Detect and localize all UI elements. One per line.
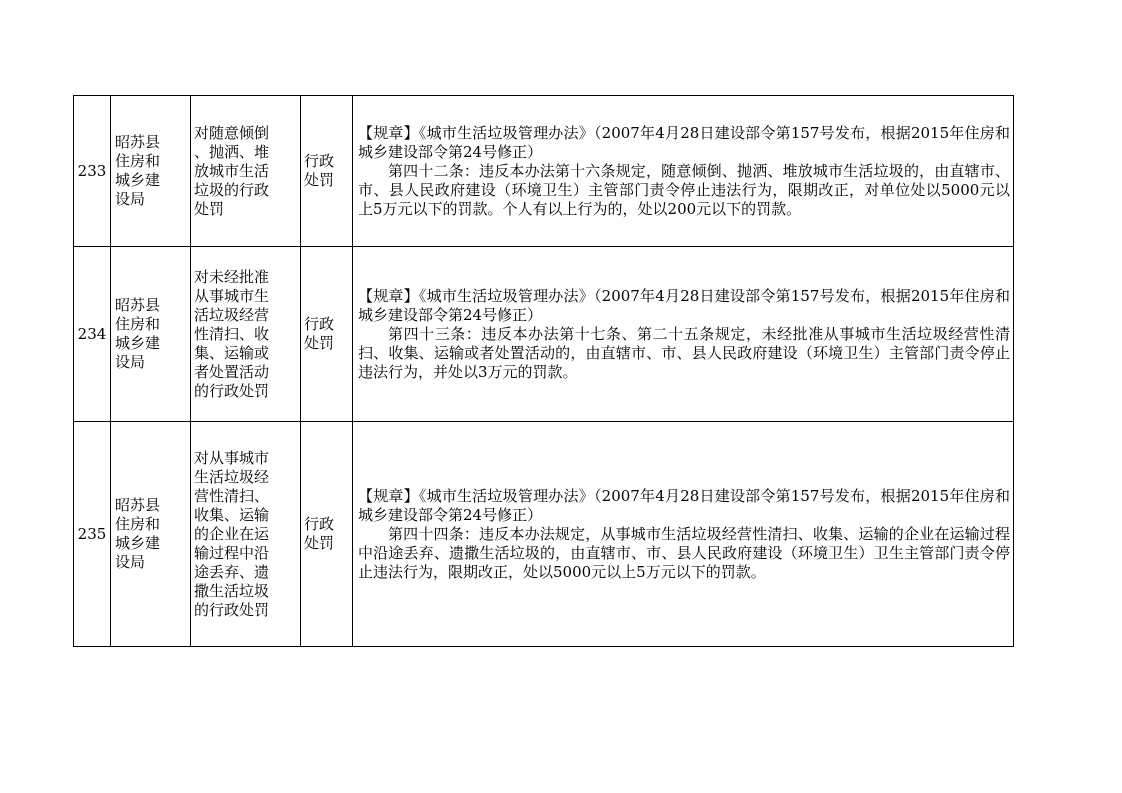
organization-cell: 昭苏县 住房和 城乡建 设局 bbox=[111, 96, 191, 247]
table-row bbox=[74, 247, 1014, 422]
legal-basis-cell bbox=[353, 96, 1014, 247]
penalty-type-cell: 行政 处罚 bbox=[301, 96, 353, 247]
organization-cell: 昭苏县 住房和 城乡建 设局 bbox=[111, 422, 191, 647]
article-text: 第四十二条：违反本办法第十六条规定，随意倾倒、抛洒、堆放城市生活垃圾的，由直辖市、市、县人民政府建设（环境卫生）主管部门责令停止违法行为，限期改正，对单位处以5000元以上5万元以下的罚款。个人有以上行为的，处以200元以下的罚款。 bbox=[358, 161, 1010, 218]
article-text: 第四十三条：违反本办法第十七条、第二十五条规定，未经批准从事城市生活垃圾经营性清扫、收集、运输或者处置活动的，由直辖市、市、县人民政府建设（环境卫生）主管部门责令停止违法行为，并处以3万元的罚款。 bbox=[358, 324, 1010, 381]
penalty-item-cell: 对未经批准 从事城市生 活垃圾经营 性清扫、收 集、运输或 者处置活动 的行政处罚 bbox=[191, 247, 301, 422]
table-row bbox=[74, 96, 1014, 247]
regulation-text: 【规章】《城市生活垃圾管理办法》（2007年4月28日建设部令第157号发布，根据2015年住房和城乡建设部令第24号修正） bbox=[358, 486, 1010, 524]
regulation-text: 【规章】《城市生活垃圾管理办法》（2007年4月28日建设部令第157号发布，根据2015年住房和城乡建设部令第24号修正） bbox=[358, 123, 1010, 161]
legal-basis-cell bbox=[353, 422, 1014, 647]
legal-basis-cell bbox=[353, 247, 1014, 422]
regulation-text: 【规章】《城市生活垃圾管理办法》（2007年4月28日建设部令第157号发布，根据2015年住房和城乡建设部令第24号修正） bbox=[358, 286, 1010, 324]
article-text: 第四十四条：违反本办法规定，从事城市生活垃圾经营性清扫、收集、运输的企业在运输过程中沿途丢弃、遗撒生活垃圾的，由直辖市、市、县人民政府建设（环境卫生）卫生主管部门责令停止违法行为，限期改正，处以5000元以上5万元以下的罚款。 bbox=[358, 524, 1010, 581]
penalty-type-cell: 行政 处罚 bbox=[301, 422, 353, 647]
table-row bbox=[74, 422, 1014, 647]
penalty-table bbox=[73, 95, 1014, 647]
row-number: 234 bbox=[74, 247, 111, 422]
row-number: 235 bbox=[74, 422, 111, 647]
penalty-item-cell: 对从事城市 生活垃圾经 营性清扫、 收集、运输 的企业在运 输过程中沿 途丢弃、遗 撒生活垃圾 的行政处罚 bbox=[191, 422, 301, 647]
row-number: 233 bbox=[74, 96, 111, 247]
organization-cell: 昭苏县 住房和 城乡建 设局 bbox=[111, 247, 191, 422]
penalty-item-cell: 对随意倾倒 、抛洒、堆 放城市生活 垃圾的行政 处罚 bbox=[191, 96, 301, 247]
penalty-type-cell: 行政 处罚 bbox=[301, 247, 353, 422]
